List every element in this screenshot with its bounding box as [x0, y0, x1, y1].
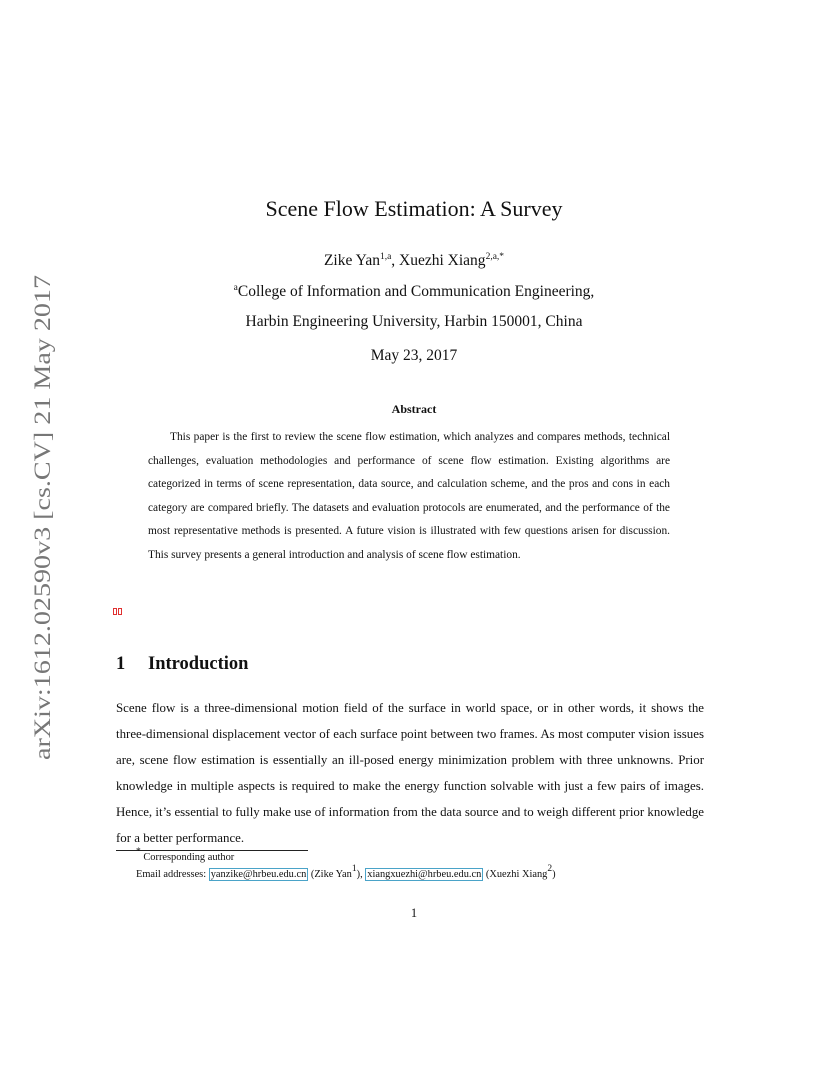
affiliation-text: College of Information and Communication Engineering, [237, 283, 595, 300]
email-owner-marker: 1 [351, 864, 357, 874]
email-owner: (Zike Yan [308, 869, 352, 880]
author-affiliation-marker: 2,a,* [485, 252, 505, 262]
author-name: Xuezhi Xiang [399, 252, 486, 269]
paper-title: Scene Flow Estimation: A Survey [265, 196, 563, 221]
email-owner-marker: 2 [547, 864, 553, 874]
affiliation-line: Harbin Engineering University, Harbin 150001, China [245, 313, 583, 330]
arxiv-stamp-text: arXiv:1612.02590v3 [cs.CV] 21 May 2017 [30, 354, 56, 760]
paper-date: May 23, 2017 [370, 347, 458, 364]
author-separator: , [391, 252, 400, 269]
abstract-paragraph: This paper is the first to review the scene flow estimation, which analyzes and compares methods, technical challenges, evaluation methodologies and performance of scene flow estimation. Existing algorithms are categorized in terms of scene representation, data source, and calculation scheme, and the pros and cons in each category are compared briefly. The datasets and evaluation protocols are enumerated, and the performance of the most representative methods is presented. A future vision is illustrated with few questions arisen for discussion. This survey presents a general introduction and analysis of scene flow estimation. [148, 431, 670, 561]
section-title: Introduction [148, 654, 249, 674]
email-owner: ) [552, 869, 556, 880]
abstract-heading: Abstract [391, 402, 437, 416]
email-link-xiang[interactable]: xiangxuezhi@hrbeu.edu.cn [367, 869, 482, 880]
introduction-paragraph: Scene flow is a three-dimensional motion field of the surface in world space, or in other words, it shows the three-dimensional displacement vector of each surface point between two frames. As most computer vision issues are, scene flow estimation is essentially an ill-posed energy minimization problem with three unknowns. Prior knowledge in multiple aspects is required to make the energy function solvable with just a few pairs of images. Hence, it’s essential to fully make use of information from the data source and to weigh different prior knowledge for a better performance. [116, 701, 704, 846]
author-affiliation-marker: 1,a [379, 252, 392, 262]
introduction-body [116, 695, 704, 852]
section-number: 1 [116, 654, 126, 674]
email-owner: (Xuezhi Xiang [483, 869, 548, 880]
footnote-corresponding [136, 847, 235, 863]
page-number: 1 [410, 906, 418, 920]
footnote-divider [116, 850, 308, 851]
email-label: Email addresses: [136, 869, 207, 880]
email-owner: ), [356, 869, 366, 880]
red-link-marker-icon [113, 608, 122, 615]
author-name: Zike Yan [323, 252, 380, 269]
abstract-body [148, 426, 670, 568]
footnote-emails [136, 864, 556, 880]
email-link-yan[interactable]: yanzike@hrbeu.edu.cn [210, 869, 307, 880]
author-list [0, 252, 828, 270]
affiliation-line [0, 283, 828, 301]
footnote-marker: * [136, 847, 141, 857]
affiliation-marker: a [233, 283, 238, 293]
footnote-corresponding-text: Corresponding author [143, 852, 235, 863]
